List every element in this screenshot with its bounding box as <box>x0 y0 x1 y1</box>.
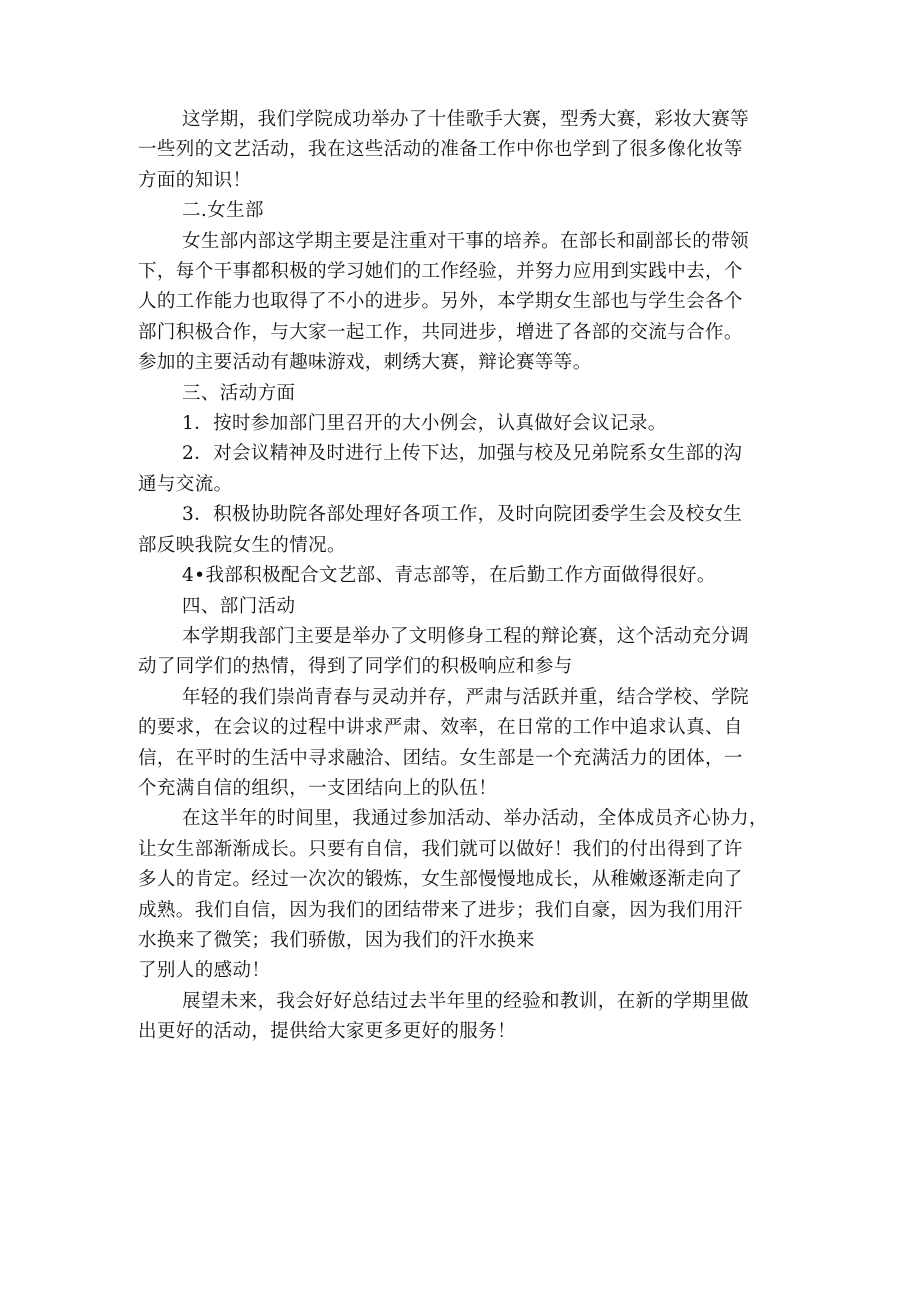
paragraph-youth <box>138 683 783 805</box>
heading-text: 三、活动方面 <box>182 382 296 404</box>
text-line: 通与交流。 <box>138 473 233 495</box>
list-item-3 <box>138 500 783 561</box>
paragraph-half-year <box>138 804 783 956</box>
text-line: 女生部内部这学期主要是注重对干事的培养。在部长和副部长的带领 <box>182 230 750 252</box>
paragraph-outlook <box>138 987 783 1048</box>
text-line: 人的工作能力也取得了不小的进步。另外，本学期女生部也与学生会各个 <box>138 291 743 313</box>
text-line: 年轻的我们崇尚青春与灵动并存，严肃与活跃并重，结合学校、学院 <box>182 686 750 708</box>
paragraph-girls-dept <box>138 227 783 379</box>
paragraph-continuation <box>138 956 783 986</box>
text-line: 3．积极协助院各部处理好各项工作，及时向院团委学生会及校女生 <box>182 504 743 526</box>
text-line: 让女生部渐渐成长。只要有自信，我们就可以做好！我们的付出得到了许 <box>138 838 743 860</box>
text-line: 在这半年的时间里，我通过参加活动、举办活动，全体成员齐心协力， <box>182 808 768 830</box>
text-line: 一些列的文艺活动，我在这些活动的准备工作中你也学到了很多像化妆等 <box>138 139 743 161</box>
text-line: 部门积极合作，与大家一起工作，共同进步，增进了各部的交流与合作。 <box>138 321 743 343</box>
text-line: 2．对会议精神及时进行上传下达，加强与校及兄弟院系女生部的沟 <box>182 443 743 465</box>
text-line: 1．按时参加部门里召开的大小例会，认真做好会议记录。 <box>182 413 667 435</box>
text-line: 个充满自信的组织，一支团结向上的队伍！ <box>138 777 498 799</box>
text-line: 的要求，在会议的过程中讲求严肃、效率，在日常的工作中追求认真、自 <box>138 717 743 739</box>
heading-text: 二.女生部 <box>182 200 264 222</box>
text-line: 出更好的活动，提供给大家更多更好的服务！ <box>138 1021 517 1043</box>
section-heading-girls-dept <box>138 196 783 226</box>
text-line: 这学期，我们学院成功举办了十佳歌手大赛，型秀大赛，彩妆大赛等 <box>182 109 750 130</box>
paragraph-activities-intro <box>138 105 783 196</box>
text-line: 本学期我部门主要是举办了文明修身工程的辩论赛，这个活动充分调 <box>182 625 750 647</box>
text-line: 了别人的感动！ <box>138 960 271 982</box>
heading-text: 四、部门活动 <box>182 595 296 617</box>
section-heading-activities <box>138 379 783 409</box>
text-line: 参加的主要活动有趣味游戏，刺绣大赛，辩论赛等等。 <box>138 352 592 374</box>
text-line: 动了同学们的热情，得到了同学们的积极响应和参与 <box>138 656 573 678</box>
text-line: 方面的知识！ <box>138 169 252 191</box>
section-heading-dept-activities <box>138 592 783 622</box>
text-line: 部反映我院女生的情况。 <box>138 534 346 556</box>
text-line: 成熟。我们自信，因为我们的团结带来了进步；我们自豪，因为我们用汗 <box>138 899 743 921</box>
text-line: 4•我部积极配合文艺部、青志部等，在后勤工作方面做得很好。 <box>182 565 716 587</box>
list-item-1 <box>138 409 783 439</box>
list-item-4 <box>138 561 783 591</box>
text-line: 水换来了微笑；我们骄傲，因为我们的汗水换来 <box>138 929 535 951</box>
text-line: 多人的肯定。经过一次次的锻炼，女生部慢慢地成长，从稚嫩逐渐走向了 <box>138 869 743 891</box>
text-line: 下，每个干事都积极的学习她们的工作经验，并努力应用到实践中去，个 <box>138 261 743 283</box>
text-line: 信，在平时的生活中寻求融洽、团结。女生部是一个充满活力的团体，一 <box>138 747 743 769</box>
list-item-2 <box>138 439 783 500</box>
document-body <box>138 105 783 1048</box>
paragraph-debate <box>138 622 783 683</box>
text-line: 展望未来，我会好好总结过去半年里的经验和教训，在新的学期里做 <box>182 990 750 1012</box>
